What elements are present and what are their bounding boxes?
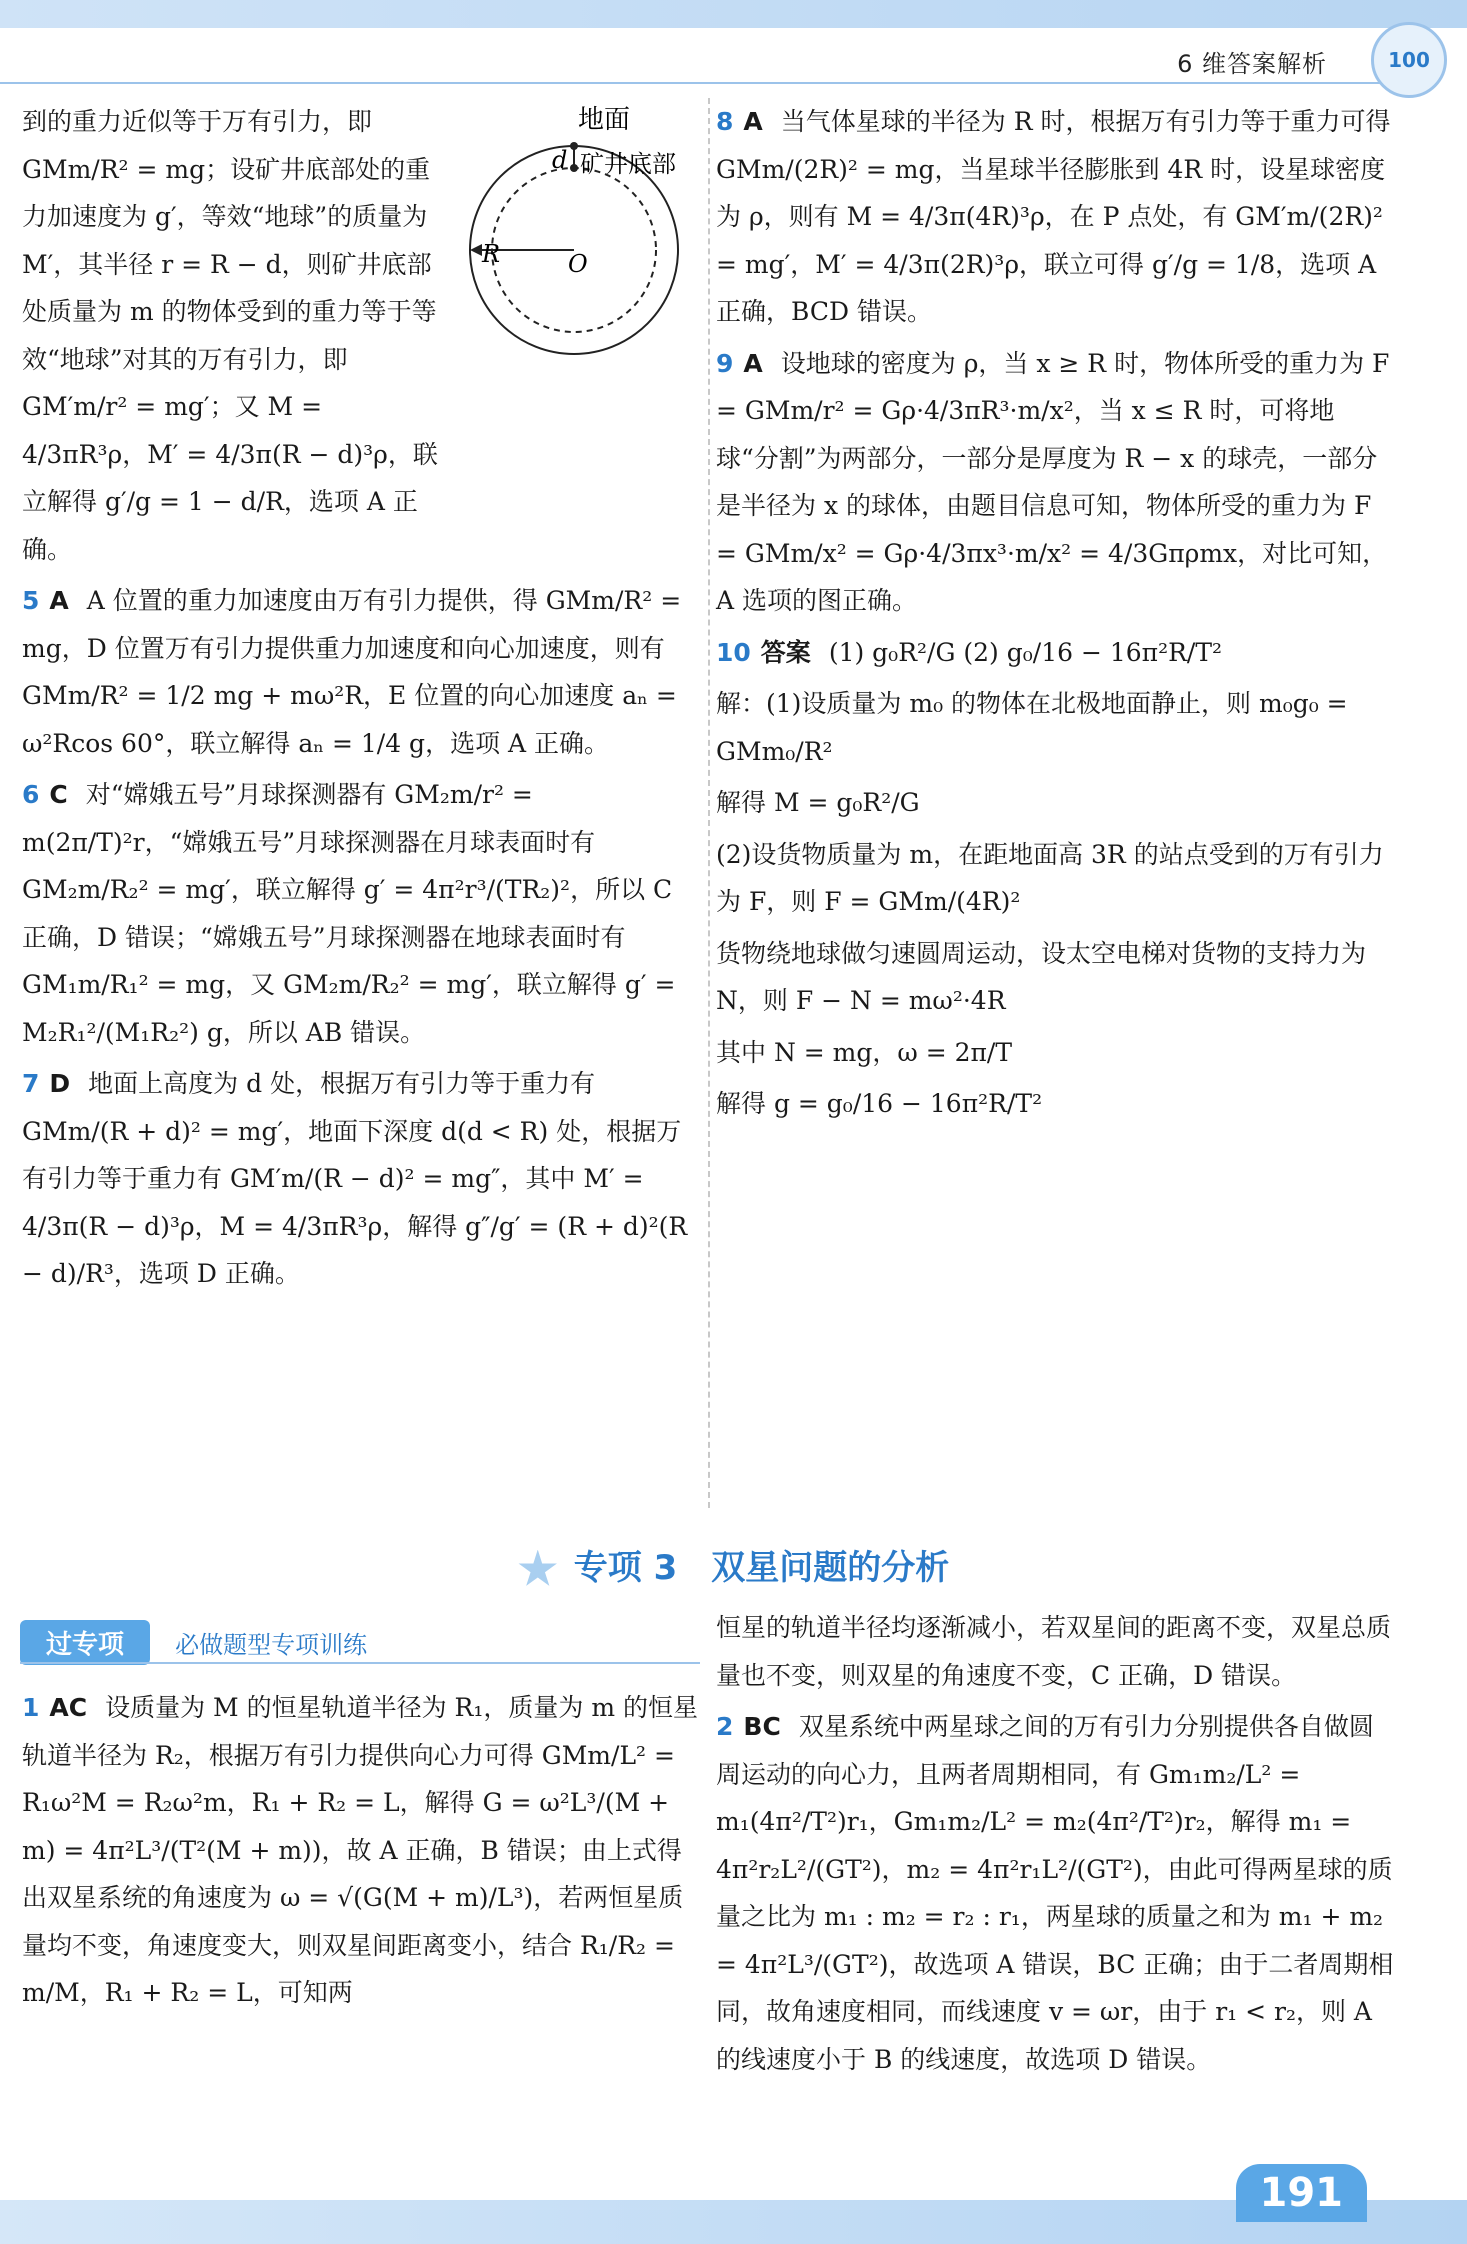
question-number: 5	[22, 586, 40, 615]
section-tag-bar	[20, 1620, 696, 1664]
question-number: 6	[22, 780, 40, 809]
question-text: 地面上高度为 d 处，根据万有引力等于重力有 GMm/(R + d)² = mg′，地面下深度 d(d < R) 处，根据万有引力等于重力有 GM′m/(R − d)² = mg″，其中 M′ = 4/3π(R − d)³ρ，M = 4/3πR³ρ，解得 g″/g′ = (R + d)²(R − d)/R³，选项 D 正确。	[22, 1069, 688, 1288]
label-R: R	[482, 240, 501, 268]
star-icon	[518, 1550, 558, 1590]
answer-letter: D	[49, 1069, 71, 1098]
question-text: A 位置的重力加速度由万有引力提供，得 GMm/R² = mg，D 位置万有引力提供重力加速度和向心加速度，则有 GMm/R² = 1/2 mg + mω²R，E 位置的向心加速度 aₙ = ω²Rcos 60°，联立解得 aₙ = 1/4 g，选项 A 正确。	[22, 586, 682, 758]
solution-line-2: 解得 M = g₀R²/G	[716, 788, 920, 817]
section-tag-subtitle: 必做题型专项训练	[175, 1631, 368, 1659]
question-text: 设地球的密度为 ρ，当 x ≥ R 时，物体所受的重力为 F = GMm/r² = Gρ·4/3πR³·m/x²，当 x ≤ R 时，可将地球“分割”为两部分，一部分是厚度为 R − x 的球壳，一部分是半径为 x 的球体，由题目信息可知，物体所受的重力为 F = GMm/x² = Gρ·4/3πx³·m/x² = 4/3Gπρmx，对比可知，A 选项的图正确。	[716, 348, 1390, 615]
left-paragraph-1: 到的重力近似等于万有引力，即 GMm/R² = mg；设矿井底部处的重力加速度为 g′，等效“地球”的质量为 M′，其半径 r = R − d，则矿井底部处质量为 m 的物体受到的重力等于等效“地球”对其的万有引力，即 GM′m/r² = mg′；又 M = 4/3πR³ρ，M′ = 4/3π(R − d)³ρ，联立解得 g′/g = 1 − d/R，选项 A 正确。	[22, 107, 438, 564]
right-column-section3	[716, 1604, 1396, 2087]
question-text: 设质量为 M 的恒星轨道半径为 R₁，质量为 m 的恒星轨道半径为 R₂，根据万有引力提供向心力可得 GMm/L² = R₁ω²M = R₂ω²m，R₁ + R₂ = L，解得 G = ω²L³/(M + m) = 4π²L³/(T²(M + m))，故 A 正确，B 错误；由上式得出双星系统的角速度为 ω = √(G(M + m)/L³)，若两恒星质量均不变，角速度变大，则双星间距离变小，结合 R₁/R₂ = m/M，R₁ + R₂ = L，可知两	[22, 1693, 698, 2007]
top-banner	[0, 0, 1467, 28]
s3-question-1-continued: 恒星的轨道半径均逐渐减小，若双星间的距离不变，双星总质量也不变，则双星的角速度不变，C 正确，D 错误。	[716, 1613, 1392, 1690]
right-column	[716, 98, 1396, 1132]
question-number: 1	[22, 1693, 40, 1722]
label-bottom: 矿井底部	[580, 150, 676, 178]
question-6	[22, 771, 698, 1056]
question-text: 当气体星球的半径为 R 时，根据万有引力等于重力可得 GMm/(2R)² = mg，当星球半径膨胀到 4R 时，设星球密度为 ρ，则有 M = 4/3π(4R)³ρ，在 P 点处，有 GM′m/(2R)² = mg′，M′ = 4/3π(2R)³ρ，联立可得 g′/g = 1/8，选项 A 正确，BCD 错误。	[716, 107, 1391, 326]
solution-line-6: 解得 g = g₀/16 − 16π²R/T²	[716, 1089, 1043, 1118]
page-number: 191	[1236, 2164, 1368, 2222]
answer-letter: A	[49, 586, 69, 615]
answer-letter: C	[49, 780, 68, 809]
s3-question-2	[716, 1703, 1396, 2083]
section-title	[0, 1540, 1467, 1590]
question-text: 对“嫦娥五号”月球探测器有 GM₂m/r² = m(2π/T)²r，“嫦娥五号”月球探测器在月球表面时有 GM₂m/R₂² = mg′，联立解得 g′ = 4π²r³/(TR₂)²，所以 C 正确，D 错误；“嫦娥五号”月球探测器在地球表面时有 GM₁m/R₁² = mg，又 GM₂m/R₂² = mg′，联立解得 g′ = M₂R₁²/(M₁R₂²) g，所以 AB 错误。	[22, 780, 676, 1047]
question-10	[716, 629, 1396, 677]
section-tag: 过专项	[20, 1620, 150, 1665]
question-number: 8	[716, 107, 734, 136]
label-O: O	[568, 250, 588, 278]
left-column-section3	[22, 1684, 698, 2021]
answer-letter: BC	[743, 1712, 781, 1741]
solution-line-4: 货物绕地球做匀速圆周运动，设太空电梯对货物的支持力为 N，则 F − N = mω²·4R	[716, 938, 1367, 1015]
answer-label: 答案	[760, 637, 811, 667]
left-column	[22, 98, 698, 1302]
question-7	[22, 1060, 698, 1298]
answer-letter: A	[743, 348, 763, 378]
question-text: 双星系统中两星球之间的万有引力分别提供各自做圆周运动的向心力，且两者周期相同，有 Gm₁m₂/L² = m₁(4π²/T²)r₁，Gm₁m₂/L² = m₂(4π²/T²)r₂，解得 m₁ = 4π²r₂L²/(GT²)，m₂ = 4π²r₁L²/(GT²)，由此可得两星球的质量之比为 m₁ : m₂ = r₂ : r₁，两星球的质量之和为 m₁ + m₂ = 4π²L³/(GT²)，故选项 A 错误，BC 正确；由于二者周期相同，故角速度相同，而线速度 v = ωr，由于 r₁ < r₂，则 A 的线速度小于 B 的线速度，故选项 D 错误。	[716, 1712, 1394, 2074]
s3-question-1	[22, 1684, 698, 2017]
label-ground: 地面	[578, 105, 631, 135]
mascot-logo-icon: 100	[1371, 22, 1447, 98]
solution-line-3: (2)设货物质量为 m，在距地面高 3R 的站点受到的万有引力为 F，则 F = GMm/(4R)²	[716, 839, 1384, 916]
question-9	[716, 340, 1396, 625]
question-number: 2	[716, 1712, 734, 1741]
question-number: 10	[716, 637, 751, 667]
answer-letter: AC	[49, 1693, 88, 1722]
tag-underline	[20, 1662, 700, 1664]
header-label: 6 维答案解析	[1177, 50, 1327, 78]
question-8	[716, 98, 1396, 336]
header-divider	[0, 82, 1380, 84]
solution-line-1: 解：(1)设质量为 m₀ 的物体在北极地面静止，则 m₀g₀ = GMm₀/R²	[716, 689, 1348, 766]
question-number: 7	[22, 1069, 40, 1098]
column-divider	[708, 98, 710, 1508]
question-number: 9	[716, 348, 734, 378]
question-5	[22, 577, 698, 767]
label-d: d	[552, 146, 568, 174]
answer-letter: A	[743, 107, 763, 136]
answer-text: (1) g₀R²/G (2) g₀/16 − 16π²R/T²	[828, 637, 1223, 667]
solution-line-5: 其中 N = mg，ω = 2π/T	[716, 1037, 1013, 1067]
section-title-text: 专项 3 双星问题的分析	[573, 1548, 950, 1588]
